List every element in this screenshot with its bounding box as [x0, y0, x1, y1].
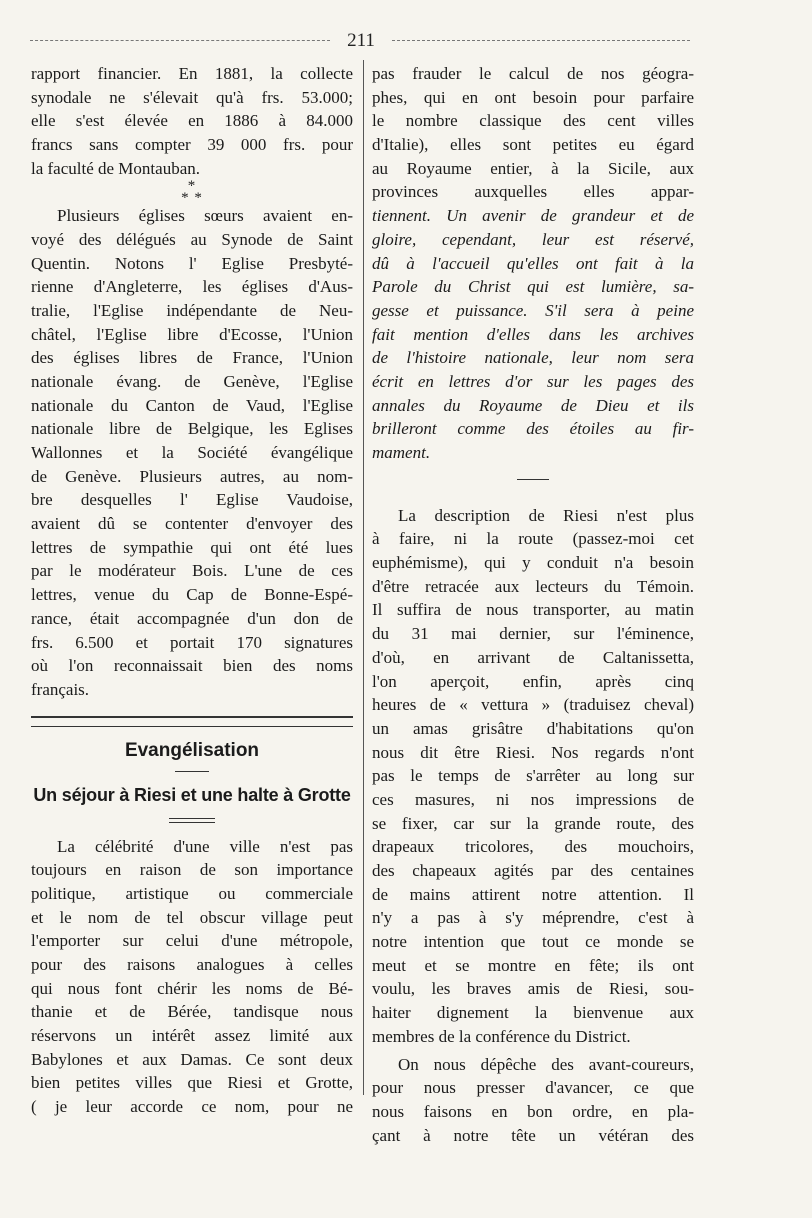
paragraph-separator	[517, 479, 549, 480]
text-line: et le nom de tel obscur village peut	[31, 907, 353, 927]
text-line: pas frauder le calcul de nos géogra-	[372, 64, 694, 83]
column-divider	[363, 60, 364, 1095]
text-line: Quentin. Notons l' Eglise Presbyté-	[31, 253, 353, 273]
text-line: ( je leur accorde ce nom, pour ne	[31, 1097, 353, 1117]
text-line: bien petites villes que Riesi et Grotte,	[31, 1073, 353, 1093]
right-column	[372, 62, 694, 1147]
text-line: thanie et de Bérée, tandisque nous	[31, 1002, 353, 1022]
text-line: notre intention que tout ce monde se	[372, 932, 694, 952]
text-line: des chapeaux agités par des centaines	[372, 861, 694, 880]
text-line: pour nous presser d'avancer, ce que	[372, 1078, 694, 1098]
text-line: réservons un intérêt assez limité aux	[31, 1026, 353, 1046]
section-title: Evangélisation	[124, 739, 260, 761]
text-line: Plusieurs églises sœurs avaient en-	[57, 206, 353, 226]
text-line: dû à l'accueil qu'elles ont fait à la	[372, 253, 694, 273]
asterism-top: *	[187, 178, 197, 195]
text-line: phes, qui en ont besoin pour parfaire	[372, 87, 694, 107]
text-line: du 31 mai dernier, sur l'éminence,	[372, 624, 694, 644]
text-line: fait mention d'elles dans les archives	[372, 324, 694, 344]
paragraph-cities	[372, 62, 694, 465]
text-line: châtel, l'Eglise libre d'Ecosse, l'Union	[31, 324, 353, 344]
text-line: mament.	[372, 443, 431, 462]
text-line: la faculté de Montauban.	[31, 158, 200, 178]
text-line: La description de Riesi n'est plus	[398, 505, 694, 525]
paragraph-celebrity	[31, 835, 353, 1119]
text-line: voyé des délégués au Synode de Saint	[31, 229, 353, 249]
text-line: d'où, en arrivant de Caltanissetta,	[372, 647, 694, 667]
text-line: politique, artistique ou commerciale	[31, 883, 353, 903]
header-rule-right	[392, 40, 690, 41]
header-rule-left	[30, 40, 330, 41]
section-divider	[31, 716, 353, 727]
text-line: euphémisme), qui y conduit n'a besoin	[372, 553, 694, 573]
text-line: provinces auxquelles elles appar-	[372, 182, 694, 202]
paragraph-avant-coureurs	[372, 1053, 694, 1148]
text-line: meut et se montre en fête; ils ont	[372, 955, 694, 975]
text-line: nationale libre de Belgique, les Eglises	[31, 419, 353, 439]
text-line: Babylones et aux Damas. Ce sont deux	[31, 1049, 353, 1069]
text-line: pas le temps de s'arrêter au long sur	[372, 766, 694, 786]
article-title: Un séjour à Riesi et une halte à Grotte	[33, 784, 351, 805]
text-line: brilleront comme des étoiles au fir-	[372, 419, 694, 439]
text-line: On nous dépêche des avant-coureurs,	[398, 1054, 694, 1074]
text-line: à faire, ni la route (passez-moi cet	[372, 529, 694, 549]
text-line: rienne d'Angleterre, les églises d'Aus-	[31, 277, 353, 297]
text-line: heures de « vettura » (traduisez cheval)	[372, 695, 694, 715]
text-line: Wallonnes et la Société évangélique	[31, 443, 353, 462]
text-line: qui nous font chérir les noms de Bé-	[31, 978, 353, 998]
text-line: lettres de sympathie qui ont été lues	[31, 537, 353, 557]
text-line: voulu, les braves amis de Riesi, sou-	[372, 979, 694, 999]
text-line: pour des raisons analogues à celles	[31, 955, 353, 974]
text-line: d'Italie), elles sont petites eu égard	[372, 135, 694, 155]
text-line: haiter dignement la bienvenue aux	[372, 1003, 694, 1023]
text-line: drapeaux tricolores, des mouchoirs,	[372, 837, 694, 857]
text-line: Parole du Christ qui est lumière, sa-	[372, 277, 694, 297]
text-line: lettres, venue du Cap de Bonne-Espé-	[31, 585, 353, 605]
text-line: La célébrité d'une ville n'est pas	[57, 836, 353, 856]
text-line: annales du Royaume de Dieu et ils	[372, 395, 694, 415]
text-line: avaient dû se contenter d'envoyer des	[31, 514, 353, 534]
text-line: rance, était accompagnée d'un don de	[31, 608, 353, 628]
text-line: de l'histoire nationale, leur nom sera	[372, 348, 694, 368]
text-line: n'y a pas à s'y méprendre, c'est à	[372, 908, 694, 928]
text-line: nous faisons en bon ordre, en pla-	[372, 1101, 694, 1121]
text-line: le nombre classique des cent villes	[372, 111, 694, 131]
text-line: gesse et puissance. S'il sera à peine	[372, 300, 694, 320]
paragraph-financial	[31, 62, 353, 180]
paragraph-delegates	[31, 204, 353, 701]
text-line: bre desquelles l' Eglise Vaudoise,	[31, 490, 353, 510]
text-line: francs sans compter 39 000 frs. pour	[31, 135, 353, 155]
text-line: toujours en raison de son importance	[31, 860, 353, 880]
text-line: des églises libres de France, l'Union	[31, 348, 353, 368]
text-line: membres de la conférence du District.	[372, 1026, 631, 1046]
text-line: nous dit être Riesi. Nos regards n'ont	[372, 742, 694, 762]
text-line: de Genève. Plusieurs autres, au nom-	[31, 466, 353, 486]
text-line: nationale du Canton de Vaud, l'Eglise	[31, 395, 353, 415]
text-line: Il suffira de nous transporter, au matin	[372, 600, 694, 620]
page-number: 211	[347, 30, 375, 51]
asterism	[31, 178, 353, 207]
paragraph-riesi-description	[372, 504, 694, 1049]
text-line: frs. 6.500 et portait 170 signatures	[31, 632, 353, 652]
text-line: de mains attirent notre attention. Il	[372, 884, 694, 904]
text-line: elle s'est élevée en 1886 à 84.000	[31, 111, 353, 131]
text-line: d'être retracée aux lecteurs du Témoin.	[372, 576, 694, 596]
text-line: çant à notre tête un vétéran des	[372, 1125, 694, 1145]
text-line: où l'on reconnaissait bien des noms	[31, 656, 353, 676]
text-line: un amas grisâtre d'habitations qu'on	[372, 718, 694, 738]
title-rule	[175, 771, 209, 772]
text-line: rapport financier. En 1881, la collecte	[31, 64, 353, 83]
article-title-rule	[169, 818, 215, 823]
text-line: synodale ne s'élevait qu'à frs. 53.000;	[31, 87, 353, 107]
asterism-bottom: * *	[181, 190, 203, 207]
left-column	[31, 62, 353, 1119]
text-line: écrit en lettres d'or sur les pages des	[372, 371, 694, 391]
text-line: ces masures, ni nos impressions de	[372, 789, 694, 809]
page-header	[30, 28, 690, 54]
text-line: tiennent. Un avenir de grandeur et de	[372, 206, 694, 226]
text-line: gloire, cependant, leur est réservé,	[372, 229, 694, 249]
text-line: français.	[31, 679, 90, 699]
text-line: l'on aperçoit, enfin, après cinq	[372, 671, 694, 691]
text-line: nationale évang. de Genève, l'Eglise	[31, 371, 353, 391]
text-line: au Royaume entier, à la Sicile, aux	[372, 158, 694, 178]
text-line: par le modérateur Bois. L'une de ces	[31, 561, 353, 581]
text-line: se fixer, car sur la grande route, des	[372, 813, 694, 833]
text-line: tralie, l'Eglise indépendante de Neu-	[31, 300, 353, 320]
text-line: l'emporter sur celui d'une métropole,	[31, 931, 353, 951]
